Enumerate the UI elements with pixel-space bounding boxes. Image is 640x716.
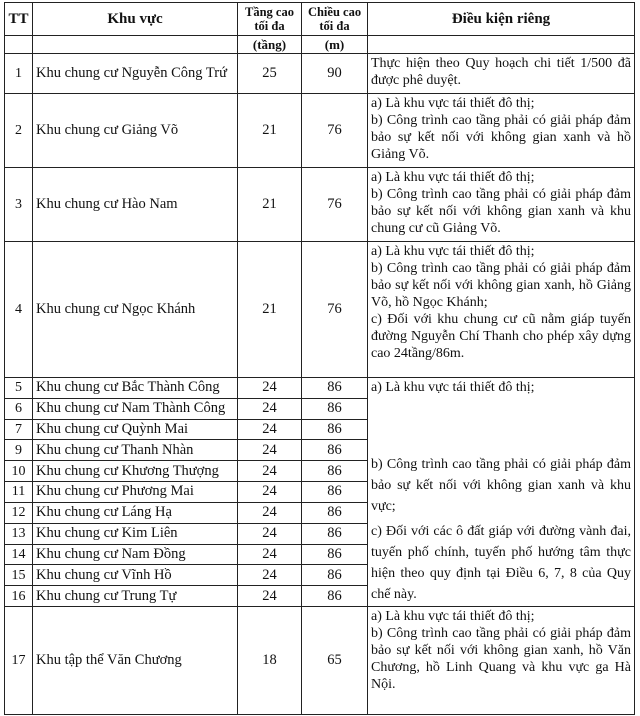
header-chieu-cao: Chiều cao tối đa [302,3,368,36]
row-name: Khu tập thể Văn Chương [33,607,238,715]
row-tt: 3 [5,168,33,242]
row-condition [368,168,635,242]
row-floors: 25 [238,54,302,94]
row-name: Khu chung cư Nguyễn Công Trứ [33,54,238,94]
row-condition [368,607,635,715]
row-height: 86 [302,440,368,461]
row-name: Khu chung cư Ngọc Khánh [33,242,238,378]
header-dieu-kien: Điều kiện riêng [368,3,635,36]
condition-a: a) Là khu vực tái thiết đô thị; [371,170,535,185]
row-name: Khu chung cư Quỳnh Mai [33,419,238,440]
row-height: 86 [302,419,368,440]
table-row [5,54,635,94]
row-tt: 12 [5,502,33,523]
row-tt: 7 [5,419,33,440]
row-floors: 21 [238,242,302,378]
condition-b: b) Công trình cao tầng phải có giải pháp đảm bảo sự kết nối với không gian xanh, hồ Giảng Võ, hồ Ngọc Khánh; [371,261,631,310]
row-floors: 18 [238,607,302,715]
row-name: Khu chung cư Khương Thượng [33,461,238,482]
unit-empty-1 [5,36,33,54]
condition-text: Thực hiện theo Quy hoạch chi tiết 1/500 đã được phê duyệt. [371,56,631,88]
condition-b: b) Công trình cao tầng phải có giải pháp đảm bảo sự kết nối với không gian xanh và hồ Giảng Võ. [371,113,631,162]
row-tt: 2 [5,94,33,168]
condition-b: b) Công trình cao tầng phải có giải pháp đảm bảo sự kết nối với không gian xanh, hồ Văn Chương, hồ Linh Quang và khu vực ga Hà Nội. [371,626,631,692]
row-height: 86 [302,544,368,565]
header-tt: TT [5,3,33,36]
row-height: 86 [302,523,368,544]
row-height: 76 [302,242,368,378]
row-height: 86 [302,502,368,523]
row-height: 76 [302,94,368,168]
row-name: Khu chung cư Láng Hạ [33,502,238,523]
row-name: Khu chung cư Nam Đồng [33,544,238,565]
row-name: Khu chung cư Phương Mai [33,482,238,503]
row-condition [368,54,635,94]
header-khu-vuc: Khu vực [33,3,238,36]
row-tt: 10 [5,461,33,482]
row-tt: 11 [5,482,33,503]
table-row [5,378,635,399]
row-floors: 24 [238,523,302,544]
row-height: 86 [302,378,368,399]
row-tt: 1 [5,54,33,94]
building-height-table [4,2,635,715]
row-height: 90 [302,54,368,94]
unit-empty-2 [33,36,238,54]
row-height: 86 [302,565,368,586]
table-row [5,168,635,242]
row-height: 65 [302,607,368,715]
row-floors: 21 [238,94,302,168]
row-floors: 24 [238,482,302,503]
row-tt: 9 [5,440,33,461]
row-tt: 6 [5,398,33,419]
row-name: Khu chung cư Kim Liên [33,523,238,544]
row-height: 86 [302,586,368,607]
row-name: Khu chung cư Giảng Võ [33,94,238,168]
unit-empty-3 [368,36,635,54]
row-condition [368,94,635,168]
row-tt: 14 [5,544,33,565]
row-height: 86 [302,398,368,419]
row-floors: 24 [238,502,302,523]
row-name: Khu chung cư Trung Tự [33,586,238,607]
header-tang-cao: Tầng cao tối đa [238,3,302,36]
row-floors: 21 [238,168,302,242]
condition-b: b) Công trình cao tầng phải có giải pháp đảm bảo sự kết nối với không gian xanh và khu vực; [371,457,631,514]
row-tt: 15 [5,565,33,586]
row-tt: 13 [5,523,33,544]
row-floors: 24 [238,565,302,586]
condition-c: c) Đối với khu chung cư cũ nằm giáp tuyến đường Nguyễn Chí Thanh cho phép xây dựng cao 24tầng/86m. [371,312,631,361]
row-tt: 17 [5,607,33,715]
condition-a: a) Là khu vực tái thiết đô thị; [371,380,535,395]
row-name: Khu chung cư Vĩnh Hồ [33,565,238,586]
row-floors: 24 [238,440,302,461]
unit-chieu-cao: (m) [302,36,368,54]
row-name: Khu chung cư Nam Thành Công [33,398,238,419]
row-name: Khu chung cư Thanh Nhàn [33,440,238,461]
row-tt: 16 [5,586,33,607]
condition-a: a) Là khu vực tái thiết đô thị; [371,96,535,111]
row-tt: 5 [5,378,33,399]
table-row [5,607,635,715]
regulation-table-page [4,2,636,712]
row-tt: 4 [5,242,33,378]
table-row [5,242,635,378]
row-height: 86 [302,461,368,482]
unit-tang: (tầng) [238,36,302,54]
condition-a: a) Là khu vực tái thiết đô thị; [371,609,535,624]
condition-b: b) Công trình cao tầng phải có giải pháp đảm bảo sự kết nối với không gian xanh và khu chung cư cũ Giảng Võ. [371,187,631,236]
row-name: Khu chung cư Bắc Thành Công [33,378,238,399]
row-height: 86 [302,482,368,503]
spacer [371,396,631,454]
row-height: 76 [302,168,368,242]
row-floors: 24 [238,398,302,419]
row-name: Khu chung cư Hào Nam [33,168,238,242]
row-floors: 24 [238,378,302,399]
row-floors: 24 [238,544,302,565]
row-condition [368,242,635,378]
condition-c: c) Đối với các ô đất giáp với đường vành đai, tuyến phố chính, tuyến phố hướng tâm thực hiện theo quy định tại Điều 6, 7, 8 của Quy chế này. [371,524,631,602]
row-floors: 24 [238,586,302,607]
row-floors: 24 [238,419,302,440]
row-floors: 24 [238,461,302,482]
table-row [5,94,635,168]
row-condition-group [368,378,635,607]
condition-a: a) Là khu vực tái thiết đô thị; [371,244,535,259]
